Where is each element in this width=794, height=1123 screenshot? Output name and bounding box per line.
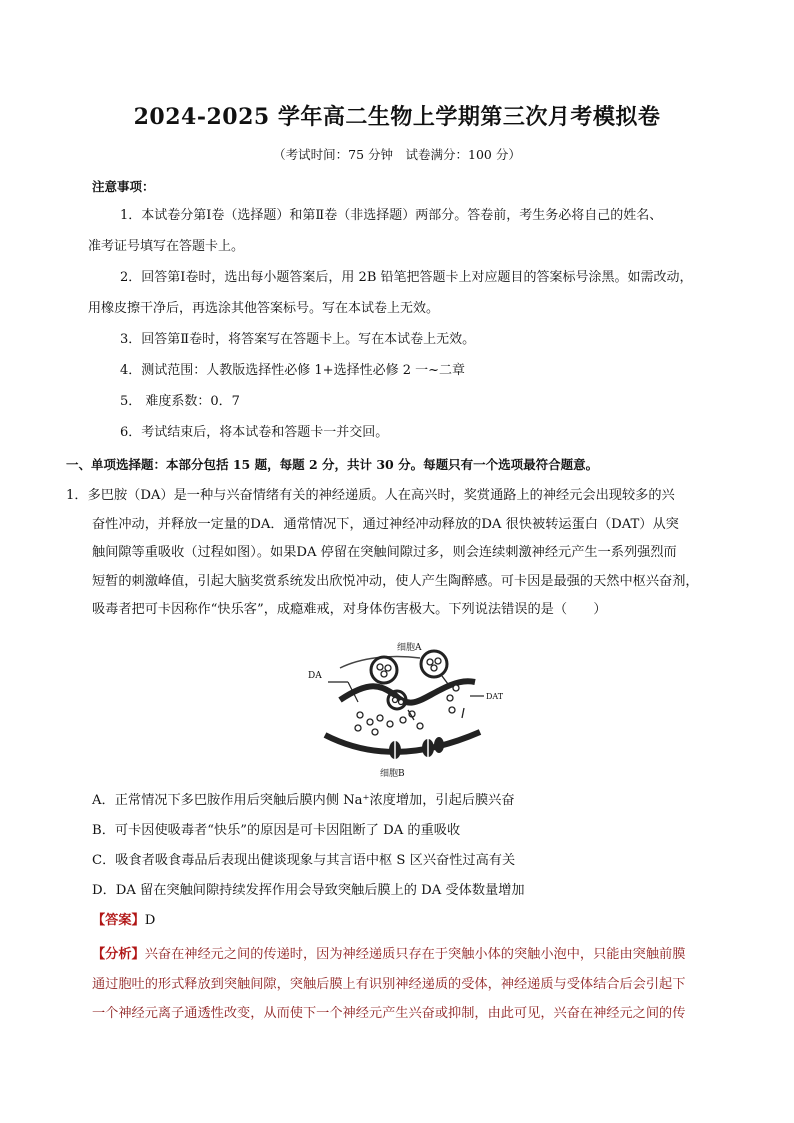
section-heading: 一、单项选择题：本部分包括 15 题，每题 2 分，共计 30 分。每题只有一个选项最符合题意。 xyxy=(66,457,599,472)
question-stem xyxy=(66,482,726,625)
label-da: DA xyxy=(308,671,322,681)
note-item: 1．本试卷分第Ⅰ卷（选择题）和第Ⅱ卷（非选择题）两部分。答卷前，考生务必将自己的姓名、 xyxy=(120,208,663,223)
option-c: C．吸食者吸食毒品后表现出健谈现象与其言语中枢 S 区兴奋性过高有关 xyxy=(92,853,516,868)
analysis-tag: 【分析】 xyxy=(92,947,145,962)
question-line: 奋性冲动，并释放一定量的DA．通常情况下，通过神经冲动释放的DA 很快被转运蛋白（DAT）从突 xyxy=(92,516,679,532)
option-d: D．DA 留在突触间隙持续发挥作用会导致突触后膜上的 DA 受体数量增加 xyxy=(92,883,525,898)
analysis-line: 通过胞吐的形式释放到突触间隙，突触后膜上有识别神经递质的受体，神经递质与受体结合后会引起下 xyxy=(92,976,686,992)
question-line: 短暂的刺激峰值，引起大脑奖赏系统发出欣悦冲动，使人产生陶醉感。可卡因是最强的天然中枢兴奋剂， xyxy=(92,573,699,589)
label-dat: DAT xyxy=(486,692,504,701)
option-b: B．可卡因使吸毒者“快乐”的原因是可卡因阻断了 DA 的重吸收 xyxy=(92,823,461,838)
note-item-continued: 用橡皮擦干净后，再选涂其他答案标号。写在本试卷上无效。 xyxy=(88,301,440,316)
exam-info: （考试时间：75 分钟 试卷满分：100 分） xyxy=(273,147,521,162)
note-item: 6．考试结束后，将本试卷和答题卡一并交回。 xyxy=(120,425,389,440)
option-a: A．正常情况下多巴胺作用后突触后膜内侧 Na⁺浓度增加，引起后膜兴奋 xyxy=(92,793,515,808)
answer-value: D xyxy=(144,913,156,928)
question-line: 1．多巴胺（DA）是一种与兴奋情绪有关的神经递质。人在高兴时，奖赏通路上的神经元会出现较多的兴 xyxy=(66,488,675,503)
analysis-block xyxy=(92,940,732,1029)
analysis-line: 【分析】兴奋在神经元之间的传递时，因为神经递质只存在于突触小体的突触小泡中，只能由突触前膜 xyxy=(92,947,686,962)
note-item: 4．测试范围：人教版选择性必修 1+选择性必修 2 一~二章 xyxy=(120,363,466,378)
note-item: 2．回答第Ⅰ卷时，选出每小题答案后，用 2B 铅笔把答题卡上对应题目的答案标号涂黑。如需改动， xyxy=(120,270,693,285)
notes-heading: 注意事项： xyxy=(92,179,155,194)
notes-list xyxy=(88,200,728,448)
label-cell-b: 细胞B xyxy=(380,769,405,779)
question-line: 触间隙等重吸收（过程如图）。如果DA 停留在突触间隙过多，则会连续刺激神经元产生一系列强烈而 xyxy=(92,545,677,561)
label-cell-a: 细胞A xyxy=(397,643,422,653)
note-item-continued: 准考证号填写在答题卡上。 xyxy=(88,239,245,254)
page-title: 2024-2025 学年高二生物上学期第三次月考模拟卷 xyxy=(133,104,661,130)
answer-tag: 【答案】 xyxy=(92,913,145,928)
synapse-diagram xyxy=(300,640,510,780)
answer-line xyxy=(92,909,155,928)
analysis-line: 一个神经元离子通透性改变，从而使下一个神经元产生兴奋或抑制，由此可见，兴奋在神经元之间的传 xyxy=(92,1006,686,1021)
options-list xyxy=(92,786,525,906)
question-line: 吸毒者把可卡因称作“快乐客”，成瘾难戒，对身体伤害极大。下列说法错误的是（ ） xyxy=(92,602,607,618)
note-item: 3．回答第Ⅱ卷时，将答案写在答题卡上。写在本试卷上无效。 xyxy=(120,332,476,347)
note-item: 5． 难度系数：0．7 xyxy=(120,394,240,409)
